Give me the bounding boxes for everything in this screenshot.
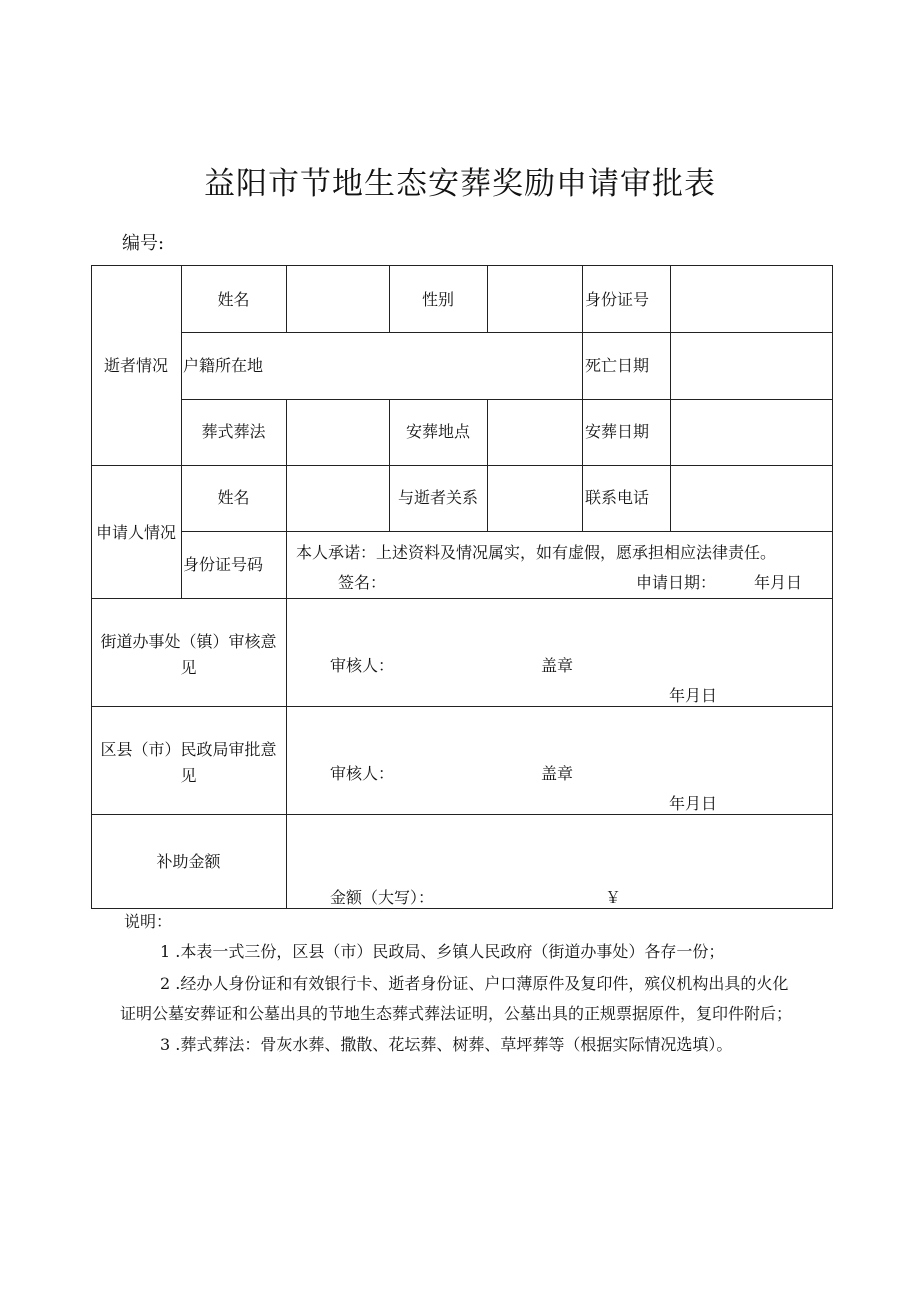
district-date-label: 年月日 — [669, 794, 718, 813]
street-seal-label: 盖章 — [541, 656, 574, 675]
apply-date-suffix: 年月日 — [754, 573, 803, 592]
district-reviewer-label: 审核人： — [330, 764, 395, 783]
street-review-label: 街道办事处（镇）审核意 — [100, 632, 277, 651]
burial-method-label: 葬式葬法 — [201, 422, 266, 441]
death-date-label: 死亡日期 — [585, 356, 650, 375]
note-item-2: 2 .经办人身份证和有效银行卡、逝者身份证、户口薄原件及复印件，殡仪机构出具的火化 — [160, 974, 789, 993]
subsidy-label: 补助金额 — [156, 852, 221, 871]
burial-date-label: 安葬日期 — [585, 422, 650, 441]
phone-label: 联系电话 — [585, 488, 650, 507]
street-reviewer-label: 审核人： — [330, 656, 395, 675]
note-item-3: 3 .葬式葬法：骨灰水葬、撒散、花坛葬、树葬、草坪葬等（根据实际情况选填）。 — [160, 1035, 733, 1054]
district-review-label: 区县（市）民政局审批意 — [100, 740, 277, 759]
pledge-text: 本人承诺：上述资料及情况属实，如有虚假，愿承担相应法律责任。 — [296, 543, 777, 562]
deceased-section-label: 逝者情况 — [103, 356, 168, 375]
relation-label: 与逝者关系 — [397, 488, 478, 507]
burial-place-label: 安葬地点 — [405, 422, 470, 441]
note-item-1: 1 .本表一式三份，区县（市）民政局、乡镇人民政府（街道办事处）各存一份； — [160, 942, 725, 961]
deceased-name-label: 姓名 — [217, 290, 250, 309]
amount-label: 金额（大写）： — [330, 888, 435, 907]
page-title: 益阳市节地生态安葬奖励申请审批表 — [204, 166, 716, 202]
serial-number-label: 编号: — [122, 233, 165, 254]
district-review-label-2: 见 — [180, 766, 197, 785]
applicant-section-label: 申请人情况 — [95, 523, 176, 542]
street-date-label: 年月日 — [669, 686, 718, 705]
deceased-gender-label: 性别 — [421, 290, 454, 309]
deceased-id-label: 身份证号 — [585, 290, 650, 309]
household-label: 户籍所在地 — [183, 356, 264, 375]
note-item-2-cont: 证明公墓安葬证和公墓出具的节地生态葬式葬法证明，公墓出具的正规票据原件，复印件附后； — [120, 1004, 793, 1023]
applicant-id-label: 身份证号码 — [183, 555, 264, 574]
notes-heading: 说明： — [124, 912, 173, 931]
apply-date-label: 申请日期： — [636, 573, 717, 592]
yuan-symbol: ￥ — [605, 888, 622, 907]
signature-label: 签名： — [338, 573, 387, 592]
district-seal-label: 盖章 — [541, 764, 574, 783]
street-review-label-2: 见 — [180, 658, 197, 677]
applicant-name-label: 姓名 — [217, 488, 250, 507]
